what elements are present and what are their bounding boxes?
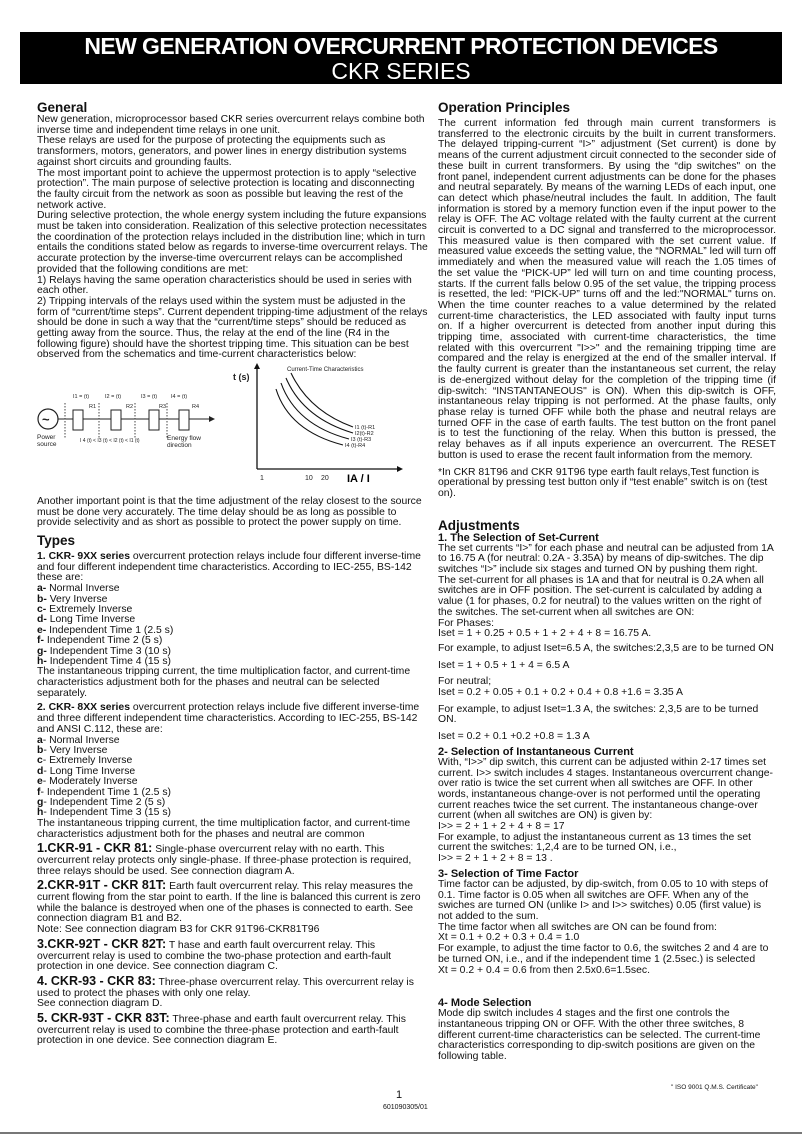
- relay-box: [111, 410, 121, 430]
- model-ckr93: [37, 973, 429, 1010]
- item-text: - Independent Time 3 (15 s): [43, 807, 172, 819]
- subheading-time-factor: 3- Selection of Time Factor: [438, 867, 579, 880]
- item-letter: g: [37, 797, 44, 808]
- relay-boxes: [73, 410, 189, 430]
- item-letter: b: [37, 744, 44, 756]
- model-text: Three-phase and earth fault overcurrent relay. This overcurrent relay is used to combine the three-phase protection and earth-fault protection in one device. See connection diagram E.: [37, 1014, 406, 1047]
- equation: Iset = 0.2 + 0.1 +0.2 +0.8 = 1.3 A: [438, 731, 590, 743]
- series-note: The instantaneous tripping current, the time multiplication factor, and current-time characteristics adjustment both for the phases and neutral are common: [37, 817, 411, 840]
- arrow-icon: [209, 416, 215, 422]
- x-tick-label: 10: [305, 475, 313, 483]
- x-tick-label: 20: [321, 475, 329, 483]
- paragraph: Mode dip switch includes 4 stages and the first one controls the instantaneous tripping ON or OFF. With the other three switches, 8 different current-time characteristics can be selected. The current-time characteristics corresponding to dip-switch positions are given on the following table.: [438, 1008, 761, 1063]
- y-axis-label: t (s): [233, 372, 250, 383]
- series-text: overcurrent protection relays include five different inverse-time and three different independent time characteristics. According to IEC-255, BS-142 and ANSI C.112, these are:: [37, 702, 420, 735]
- model-title: 3.CKR-92T - CKR 82T:: [37, 936, 167, 951]
- series-number: 2.: [37, 702, 46, 714]
- item-letter: d: [37, 765, 44, 777]
- paragraph: New generation, microprocessor based CKR series overcurrent relays combine both inverse time and independent time relays in one unit.: [37, 114, 425, 136]
- item-text: - Long Time Inverse: [43, 765, 136, 777]
- curve-r4: [276, 389, 343, 445]
- current-label: I1 = (t): [73, 394, 90, 401]
- item-text: Independent Time 2 (5 s): [46, 635, 163, 647]
- curve-label: I1 (t)-R1: [355, 425, 376, 432]
- current-label: I3 = (t): [141, 394, 158, 401]
- series-text: overcurrent protection relays include four different inverse-time and four different independent time characteristics. According to IEC-255, BS-142 these are:: [37, 550, 421, 584]
- relay-box: [73, 410, 83, 430]
- item-letter: a: [37, 734, 43, 746]
- item-text: - Normal Inverse: [42, 734, 120, 746]
- current-label: I4 = (t): [171, 394, 188, 401]
- series-note: The instantaneous tripping current, the time multiplication factor, and current-time characteristics adjustment both for the phases and neutral can be selected separately.: [37, 666, 411, 699]
- power-source-label: Power: [37, 434, 56, 442]
- label: For neutral;: [438, 676, 492, 688]
- subheading-mode: 4- Mode Selection: [438, 997, 532, 1010]
- model-ckr91t: [37, 880, 429, 936]
- page-number: 1: [396, 1089, 403, 1101]
- paragraph: Another important point is that the time adjustment of the relay closest to the source must be done very accurately. The time delay should be as long as possible to provide selectivity and as short as possible to protect the power supply on time.: [37, 495, 422, 529]
- paragraph: The most important point to achieve the uppermost protection is to apply “selective protection”. The main purpose of selective protection is locating and disconnecting the faulty circuit from the network as soon as possible but leaving the rest of the network active.: [37, 167, 417, 211]
- operation-footnote: *In CKR 81T96 and CKR 91T96 type earth fault relays,Test function is operational by pressing test button only if “test enable” switch is on (test on).: [438, 466, 768, 499]
- item-text: Normal Inverse: [49, 583, 120, 595]
- current-label: I2 = (t): [105, 394, 122, 401]
- equation: Iset = 1 + 0.25 + 0.5 + 1 + 2 + 4 + 8 = 16.75 A.: [438, 628, 652, 640]
- series-number: 1.: [37, 550, 46, 562]
- item-text: Extremely Inverse: [49, 603, 133, 615]
- item-letter: e: [37, 776, 43, 788]
- model-title: 5. CKR-93T - CKR 83T:: [37, 1011, 170, 1026]
- tilde-symbol: ~: [42, 412, 50, 428]
- item-text: Independent Time 1 (2.5 s): [49, 624, 174, 636]
- item-letter: h-: [37, 655, 47, 667]
- model-note: Note: See connection diagram B3 for CKR 91T96-CKR81T96: [37, 924, 320, 936]
- section-heading-types: Types: [37, 532, 76, 548]
- series-8xx: [37, 703, 429, 840]
- title-banner: [20, 32, 782, 84]
- current-time-chart: [233, 363, 403, 483]
- series-intro: [37, 552, 429, 584]
- model-note: See connection diagram D.: [37, 998, 163, 1010]
- section-heading-adjustments: Adjustments: [438, 517, 520, 533]
- model-title: 1.CKR-91 - CKR 81:: [37, 841, 153, 856]
- paragraph: The time factor when all switches are ON can be found from:: [438, 921, 717, 933]
- paragraph: These relays are used for the purpose of protecting the equipments such as transformers, motors, generators, and power lines in energy distribution systems against short circuits and grounding faults.: [37, 135, 407, 168]
- characteristics-list: [37, 584, 429, 667]
- chart-title: Current-Time Characteristics: [287, 367, 364, 374]
- power-source-label: source: [37, 441, 57, 449]
- series-9xx: [37, 552, 429, 699]
- iso-certificate-note: " ISO 9001 Q.M.S. Certificate": [671, 1084, 758, 1091]
- model-text: Three-phase overcurrent relay. This overcurrent relay is used to protect the phases with only one relay.: [37, 976, 414, 999]
- left-column: [37, 100, 429, 1047]
- x-axis-label: IA / I: [347, 473, 370, 484]
- curve-label: I4 (t)-R4: [345, 443, 366, 450]
- label: For Phases:: [438, 617, 495, 629]
- relay-box: [149, 410, 159, 430]
- paragraph: 1) Relays having the same operation characteristics should be used in series with each other.: [37, 274, 412, 297]
- example: For example, to adjust the instantaneous current as 13 times the set current the switches: 1,2,4 are to be turned ON, i.e.,: [438, 831, 752, 854]
- curve-r3: [281, 383, 349, 439]
- item-letter: h: [37, 807, 44, 819]
- item-text: Very Inverse: [49, 593, 108, 605]
- paragraph: The set currents “I>” for each phase and neutral can be adjusted from 1A to 16.75 A (for neutral: 0.2A - 3.35A) by means of dip-switches. The dip switches “I>” include six stages and turned ON by pushing them right. The set-current for all phases is 1A and that for neutral is 0.2A when all switches are in OFF position. The set-current is calculated by adding a value (1 for phases, 0.2 for neutral) to the values written on the right of the switches. The set-current when all switches are ON:: [438, 542, 774, 618]
- energy-flow-label: Energy flow: [167, 435, 201, 443]
- x-axis-arrow: [397, 466, 403, 472]
- model-ckr93t: [37, 1013, 429, 1047]
- equation: Xt = 0.1 + 0.2 + 0.3 + 0.4 = 1.0: [438, 932, 580, 944]
- relay-box: [179, 410, 189, 430]
- item-letter: f-: [37, 635, 44, 647]
- x-tick-label: 1: [260, 475, 264, 483]
- characteristics-list: [37, 736, 429, 819]
- example: For example, to adjust Iset=1.3 A, the switches: 2,3,5 are to be turned ON.: [438, 703, 759, 726]
- model-title: 4. CKR-93 - CKR 83:: [37, 973, 156, 988]
- series-name: CKR- 9XX series: [48, 550, 130, 562]
- item-letter: d-: [37, 614, 47, 626]
- relay-label: R4: [192, 404, 200, 411]
- item-letter: f: [37, 786, 41, 798]
- subheading-instantaneous: 2- Selection of Instantaneous Current: [438, 745, 634, 758]
- section-heading-general: General: [37, 100, 88, 115]
- equation: Iset = 0.2 + 0.05 + 0.1 + 0.2 + 0.4 + 0.8 +1.6 = 3.35 A: [438, 687, 683, 699]
- model-ckr91: [37, 843, 429, 877]
- paragraph: Time factor can be adjusted, by dip-switch, from 0.05 to 10 with steps of 0.1. Time factor is 0.05 when all switches are OFF. When any of the swiches are turned ON (unlike I> and I>> switches) 0.05 (first value) is not added to the sum.: [438, 878, 768, 922]
- item-text: - Very Inverse: [43, 744, 108, 756]
- item-letter: c-: [37, 603, 47, 615]
- item-text: - Independent Time 1 (2.5 s): [40, 786, 172, 798]
- example: For example, to adjust the time factor to 0.6, the switches 2 and 4 are to be turned ON, i.e., and if the independent time 1 (2.5sec.) is selected: [438, 943, 769, 965]
- right-column: [438, 100, 776, 1063]
- item-text: - Extremely Inverse: [42, 755, 133, 767]
- relay-label: R2: [126, 404, 134, 411]
- relay-label: R3: [159, 404, 167, 411]
- document-subtitle: CKR SERIES: [331, 58, 471, 84]
- equation: Xt = 0.2 + 0.4 = 0.6 from then 2.5x0.6=1.5sec.: [438, 964, 650, 976]
- y-axis-arrow: [254, 363, 260, 369]
- item-text: Long Time Inverse: [49, 614, 136, 626]
- subheading-set-current: 1. The Selection of Set-Current: [438, 531, 599, 544]
- item-letter: g-: [37, 645, 47, 657]
- model-text: Earth fault overcurrent relay. This relay measures the current flowing from the star point to earth. If the line is balanced this current is zero while the balance is destroyed when one of the phases is connected to earth. See connection diagram B1 and B2.: [37, 881, 421, 925]
- curve-r2: [286, 378, 353, 433]
- example: For example, to adjust Iset=6.5 A, the switches:2,3,5 are to be turned ON: [438, 642, 774, 654]
- item-letter: a-: [37, 583, 47, 595]
- model-text: Single-phase overcurrent relay with no earth. This overcurrent relay protects only single-phase. If three-phase protection is required, three relays should be used. See connection diagram A.: [37, 844, 412, 877]
- equation: I>> = 2 + 1 + 2 + 4 + 8 = 17: [438, 821, 565, 833]
- series-name: CKR- 8XX series: [48, 702, 130, 714]
- paragraph: With, “I>>” dip switch, this current can be adjusted within 2-17 times set current. I>> switch includes 4 stages. Instantaneous overcurrent change-over ratio is twice the set current when all switches are OFF. In other words, instantaneous change-over is not performed until the operating current reaches twice the set current. The instantaneous change-over current (when all switches are ON) is given by:: [438, 756, 773, 822]
- item-letter: b-: [37, 593, 47, 605]
- paragraph: 2) Tripping intervals of the relays used within the system must be adjusted in the form of “current/time steps”. Current dependent tripping-time adjustment of the relays should be done in such a way that the “current/time steps” should be reduced as getting away from the source. Thus, the relay at the end of the line (R4 in the following figure) should have the shortest tripping time. This situation can be best observed from the schematics and time-current characteristics below:: [37, 295, 428, 361]
- operation-body: The current information fed through main current transformers is transferred to the electronic circuits by the built in current transformers. The delayed tripping-current “I>” adjustment (Set current) is done by means of the current adjustment circuit connected to the seconder side of these built in current transformers. By using the “dip switches" on the front panel, independent current adjustments can be done for the phases and neutral separately. By means of the warning LEDs of each input, one can detect which phase/neutral includes the fault. In addition, The fault information is stored by a memory function even if the input power to the relay is OFF. The AC voltage related with the faulty current at the current circuit is converted to a DC signal and transferred to the microprocessor. This measured value is then compared with the set current value. If measured value exceeds the setting value, the “NORMAL” led will turn off immediately and when the measured value will reach the 1.05 times of the set value the “PICK-UP” led will turn on and time counting process, starts. If the current falls below 0.95 of the set value, the tripping process is resetted, the led: “PICK-UP” turns off and the led:"NORMAL" turns on. When the time counter reaches to a value determined by the related current-time characteristics, the LED associated with faulty input turns on. If a higher overcurrent is detected from another input during this tripping time, associated with current-time characteristics, the time related with this overcurrent "I>>" and the remaining tripping time are compared and the relay is energized at the end of the smaller interval. If the faulty current is greater than the instantaneous set current, the relay is de-energized without delay for the completion of the tripping time (if dip-switch: “INSTANTANEOUS" is ON). When this dip-switch is OFF, instantaneous relay tripping is not performed. At the phase faults, only phase relay is turned OFF while both the phase and neutral relays are turned OFF in the case of earth faults. The test button on the front panel is to test the functioning of the relay. When this button is pressed, the relay behaves as if all inputs experience an overcurrent. The RESET button is used to erase the recent fault information from the memory.: [438, 118, 776, 461]
- item-letter: e-: [37, 624, 47, 636]
- general-body: [37, 115, 429, 361]
- equation: I>> = 2 + 1 + 2 + 8 = 13 .: [438, 853, 553, 865]
- selectivity-diagram: [37, 363, 429, 483]
- series-intro: [37, 703, 429, 735]
- document-title: NEW GENERATION OVERCURRENT PROTECTION DEVICES: [84, 33, 718, 59]
- item-text: - Independent Time 2 (5 s): [43, 797, 166, 808]
- model-ckr92t: [37, 936, 429, 973]
- item-text: - Moderately Inverse: [42, 776, 138, 788]
- item-letter: c: [37, 755, 43, 767]
- model-title: 2.CKR-91T - CKR 81T:: [37, 878, 167, 893]
- curves: [276, 373, 353, 445]
- section-heading-operation: Operation Principles: [438, 100, 571, 115]
- paragraph: During selective protection, the whole energy system including the future expansions must be taken into consideration. Realization of this selective protection necessitates the coordination of the protection relays included in the distribution line; which in turn entails the conditions stated below as regards to inverse-time overcurrent relays. The accurate protection by the inverse-time overcurrent relays can be accomplished provided that the following conditions are met:: [37, 210, 428, 275]
- relay-label: R1: [89, 404, 97, 411]
- equation: Iset = 1 + 0.5 + 1 + 4 = 6.5 A: [438, 659, 570, 671]
- inequality-label: I 4 (t) < I3 (t) < I2 (t) < I1 (t): [80, 438, 140, 445]
- curve-label: I2(t)-R2: [355, 431, 374, 438]
- curve-label: I3 (t)-R3: [351, 437, 372, 444]
- model-text: T hase and earth fault overcurrent relay. This overcurrent relay is used to combine the two-phase protection and earth-fault protection in one device. See connection diagram C.: [37, 939, 392, 973]
- energy-flow-label: direction: [167, 442, 192, 450]
- item-text: Independent Time 4 (15 s): [49, 655, 172, 667]
- document-code: 601090305/01: [383, 1104, 428, 1111]
- line-schematic: [37, 394, 215, 449]
- item-text: Independent Time 3 (10 s): [49, 645, 172, 657]
